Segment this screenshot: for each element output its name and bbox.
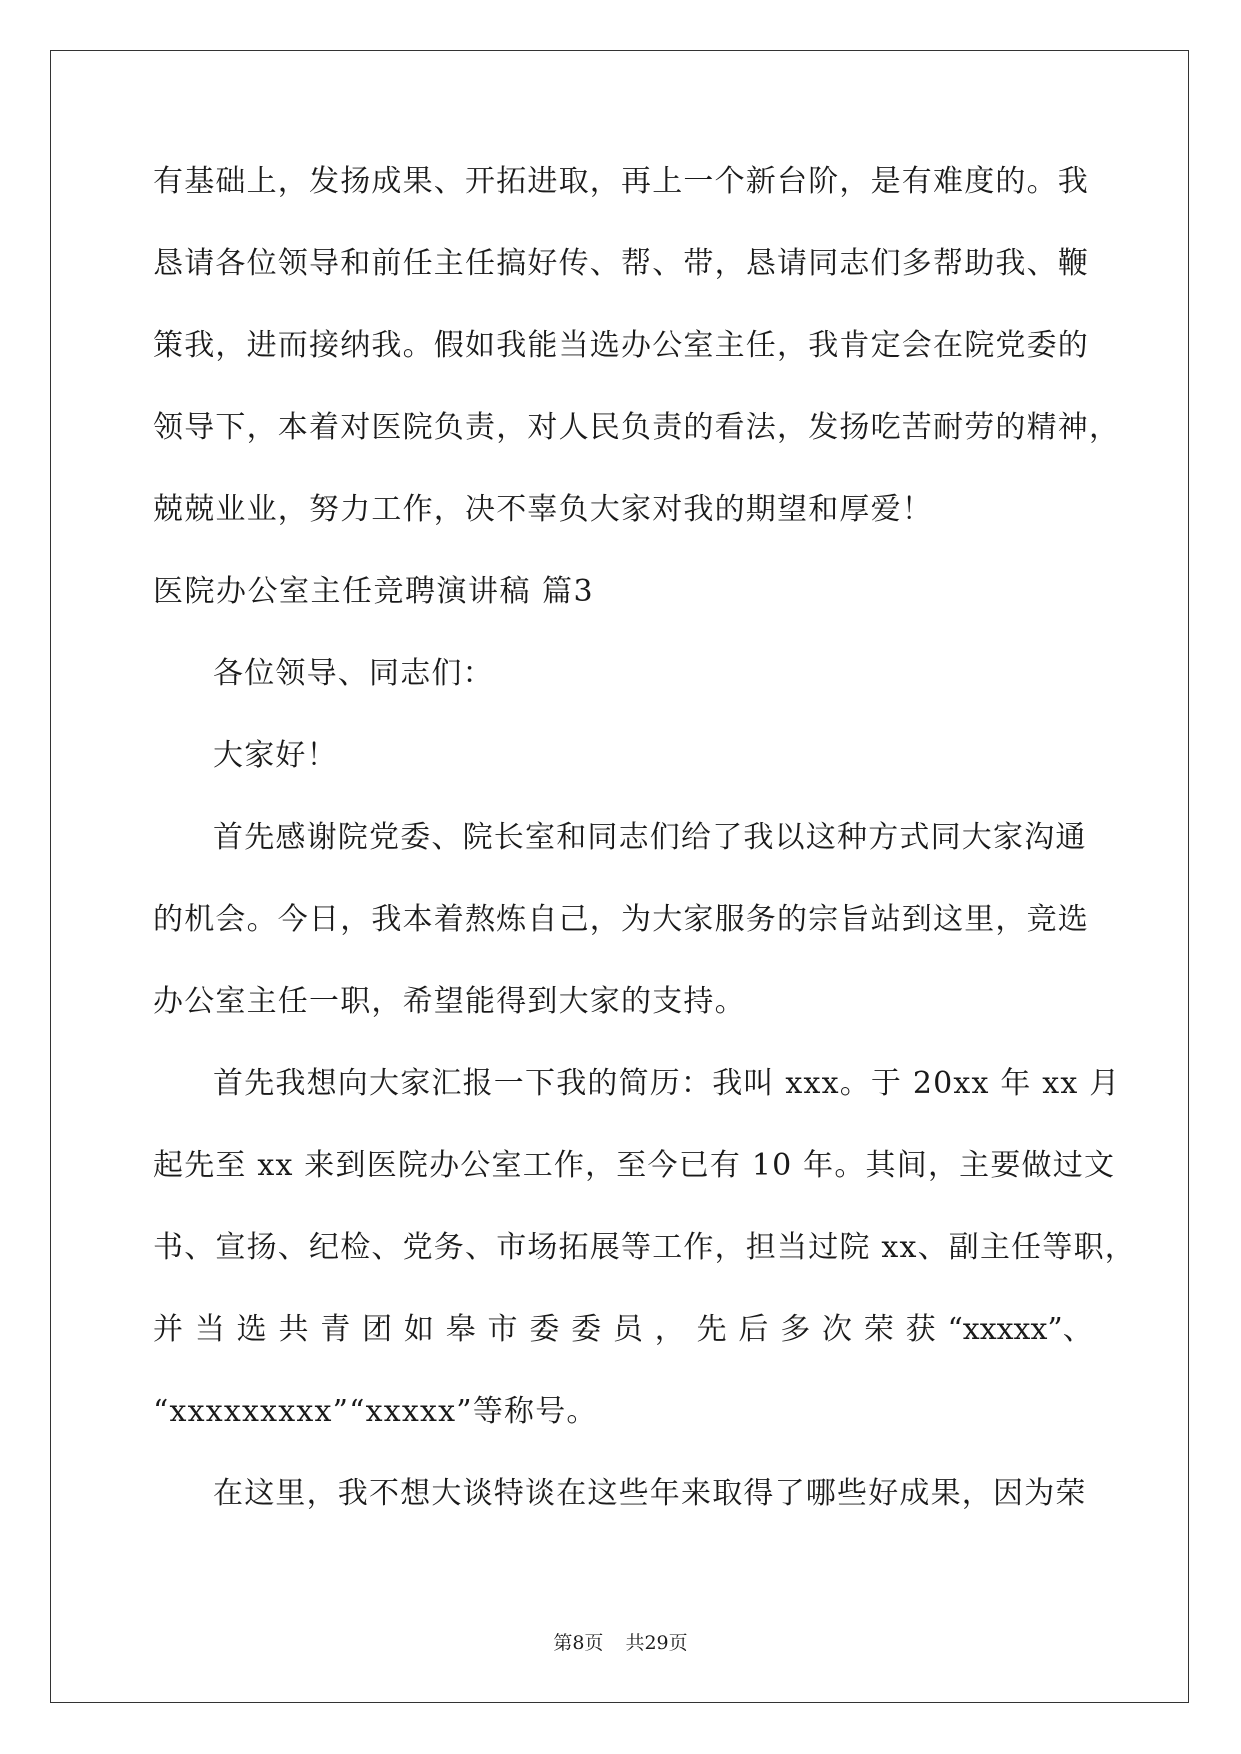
page-footer [0, 1628, 1241, 1655]
paragraph-line: 有基础上，发扬成果、开拓进取，再上一个新台阶，是有难度的。我 [153, 164, 1089, 199]
justified-char: ， [654, 1312, 685, 1347]
justified-char: 获 [905, 1312, 936, 1347]
justified-char: 共 [278, 1312, 309, 1347]
paragraph-line: 首先感谢院党委、院长室和同志们给了我以这种方式同大家沟通 [213, 820, 1087, 855]
justified-line [153, 1310, 1093, 1392]
justified-char: 市 [487, 1312, 518, 1347]
justified-char: 先 [696, 1312, 727, 1347]
justified-char: 员 [612, 1312, 643, 1347]
justified-char: 并 [153, 1312, 183, 1347]
paragraph-line: 首先我想向大家汇报一下我的简历：我叫 xxx。于 20xx 年 xx 月 [213, 1066, 1121, 1101]
greeting: 大家好！ [213, 738, 338, 773]
paragraph-line: “xxxxxxxxx”“xxxxx”等称号。 [153, 1394, 598, 1429]
paragraph-line: 兢兢业业，努力工作，决不辜负大家对我的期望和厚爱！ [153, 492, 933, 527]
paragraph-line: 的机会。今日，我本着熬炼自己，为大家服务的宗旨站到这里，竞选 [153, 902, 1089, 937]
paragraph-line: 在这里，我不想大谈特谈在这些年来取得了哪些好成果，因为荣 [213, 1476, 1087, 1511]
justified-char: 多 [780, 1312, 811, 1347]
justified-char: 荣 [863, 1312, 894, 1347]
salutation: 各位领导、同志们： [213, 656, 494, 691]
paragraph-line: 策我，进而接纳我。假如我能当选办公室主任，我肯定会在院党委的 [153, 328, 1089, 363]
justified-char: 后 [738, 1312, 769, 1347]
justified-char: 委 [571, 1312, 602, 1347]
paragraph-line: 起先至 xx 来到医院办公室工作，至今已有 10 年。其间，主要做过文 [153, 1148, 1116, 1183]
justified-char: 如 [403, 1312, 434, 1347]
paragraph-line: 办公室主任一职，希望能得到大家的支持。 [153, 984, 746, 1019]
justified-char: 选 [236, 1312, 267, 1347]
justified-char: 当 [194, 1312, 225, 1347]
justified-char: 委 [529, 1312, 560, 1347]
justified-char: 皋 [445, 1312, 476, 1347]
justified-char: 青 [320, 1312, 351, 1347]
page-total: 共29页 [625, 1632, 688, 1654]
paragraph-line: 书、宣扬、纪检、党务、市场拓展等工作，担当过院 xx、副主任等职， [153, 1230, 1136, 1265]
justified-char: 次 [822, 1312, 852, 1347]
page-number: 第8页 [553, 1632, 604, 1654]
justified-char: 团 [362, 1312, 393, 1347]
document-body [153, 162, 1136, 1556]
paragraph-line: 恳请各位领导和前任主任搞好传、帮、带，恳请同志们多帮助我、鞭 [153, 246, 1089, 281]
paragraph-line: 领导下，本着对医院负责，对人民负责的看法，发扬吃苦耐劳的精神， [153, 410, 1121, 445]
section-heading: 医院办公室主任竞聘演讲稿 篇3 [153, 574, 595, 609]
justified-char: “xxxxx”、 [947, 1312, 1093, 1347]
